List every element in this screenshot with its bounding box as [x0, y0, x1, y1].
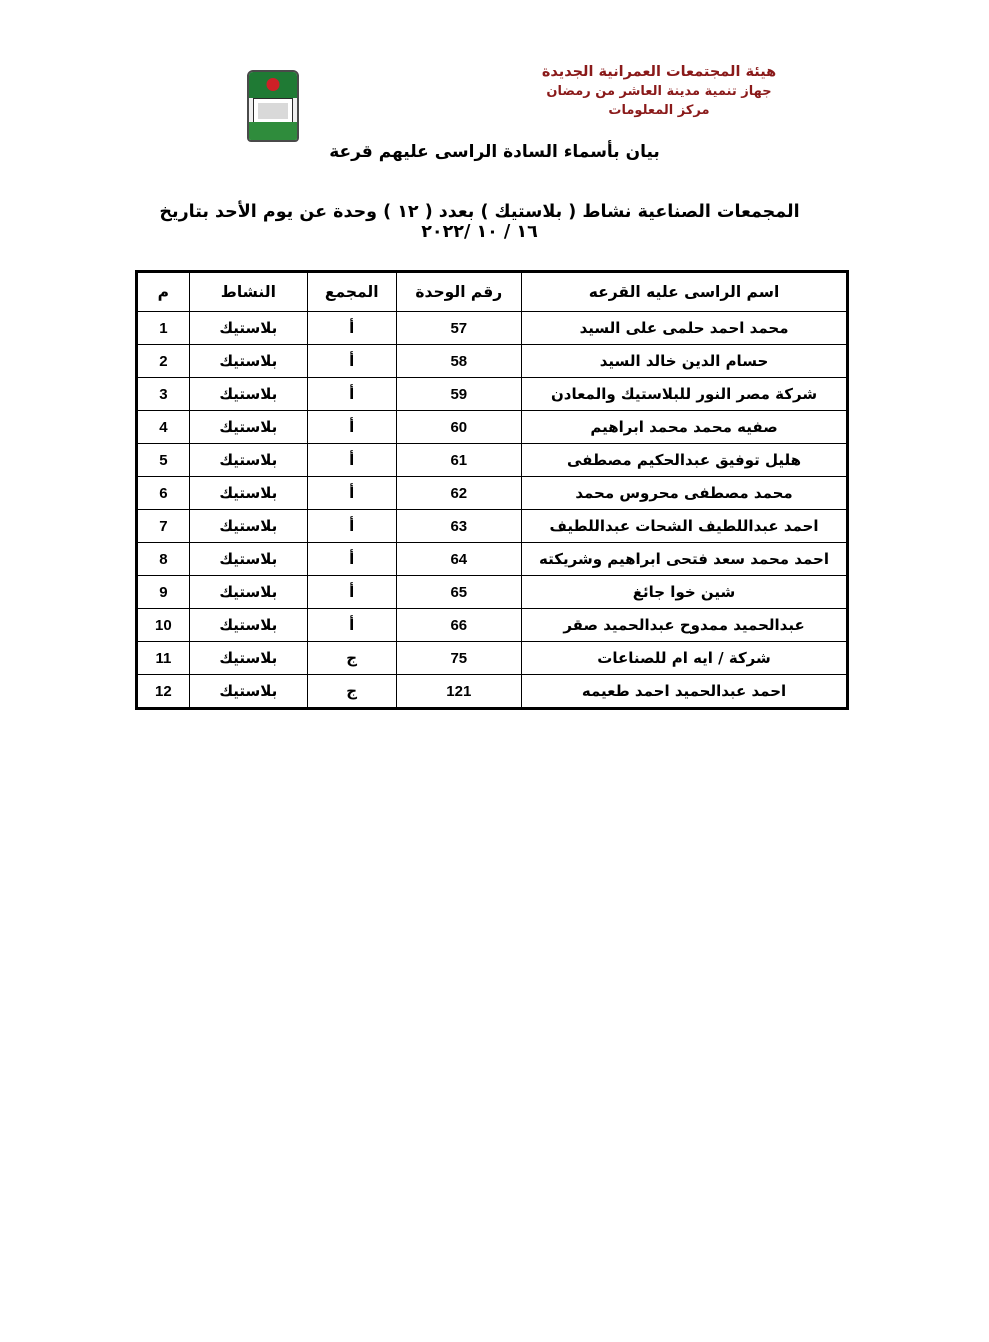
table-row: [138, 312, 847, 345]
cell-complex: أ: [307, 312, 396, 345]
page-title: المجمعات الصناعية نشاط ( بلاستيك ) بعدد ( ١٢ ) وحدة عن يوم الأحد بتاريخ ١٦ / ١٠ /٢٠٢٢: [159, 202, 800, 242]
cell-name: هليل توفيق عبدالحكيم مصطفى: [522, 444, 847, 477]
cell-complex: أ: [307, 378, 396, 411]
cell-name: عبدالحميد ممدوح عبدالحميد صقر: [522, 609, 847, 642]
cell-unit-number: 65: [396, 576, 522, 609]
cell-activity: بلاستيك: [189, 543, 307, 576]
cell-unit-number: 75: [396, 642, 522, 675]
column-header-activity: النشاط: [189, 273, 307, 312]
cell-unit-number: 63: [396, 510, 522, 543]
cell-activity: بلاستيك: [189, 312, 307, 345]
cell-complex: أ: [307, 345, 396, 378]
table-row: [138, 378, 847, 411]
cell-name: احمد عبدالحميد احمد طعيمه: [522, 675, 847, 708]
organization-line-1: هيئة المجتمعات العمرانية الجديدة: [541, 64, 777, 80]
cell-complex: أ: [307, 477, 396, 510]
cell-name: محمد احمد حلمى على السيد: [522, 312, 847, 345]
cell-name: محمد مصطفى محروس محمد: [522, 477, 847, 510]
organization-line-2: جهاز تنمية مدينة العاشر من رمضان: [546, 84, 772, 100]
cell-seq: 11: [138, 642, 190, 675]
table-row: [138, 609, 847, 642]
organization-heading: [509, 62, 809, 121]
cell-name: صفيه محمد محمد ابراهيم: [522, 411, 847, 444]
cell-activity: بلاستيك: [189, 675, 307, 708]
cell-activity: بلاستيك: [189, 642, 307, 675]
cell-seq: 7: [138, 510, 190, 543]
cell-seq: 12: [138, 675, 190, 708]
cell-name: شركة / ايه ام للصناعات: [522, 642, 847, 675]
cell-complex: أ: [307, 576, 396, 609]
cell-seq: 6: [138, 477, 190, 510]
column-header-seq: م: [138, 273, 190, 312]
cell-activity: بلاستيك: [189, 378, 307, 411]
column-header-unit-number: رقم الوحدة: [396, 273, 522, 312]
table-row: [138, 675, 847, 708]
cell-complex: أ: [307, 543, 396, 576]
cell-unit-number: 61: [396, 444, 522, 477]
cell-unit-number: 60: [396, 411, 522, 444]
cell-complex: أ: [307, 411, 396, 444]
table-row: [138, 510, 847, 543]
cell-activity: بلاستيك: [189, 444, 307, 477]
cell-seq: 1: [138, 312, 190, 345]
cell-seq: 3: [138, 378, 190, 411]
document-page: [0, 62, 989, 1342]
column-header-name: اسم الراسى عليه القرعه: [522, 273, 847, 312]
cell-seq: 9: [138, 576, 190, 609]
cell-unit-number: 58: [396, 345, 522, 378]
column-header-complex: المجمع: [307, 273, 396, 312]
cell-complex: أ: [307, 444, 396, 477]
cell-unit-number: 121: [396, 675, 522, 708]
cell-seq: 4: [138, 411, 190, 444]
cell-unit-number: 62: [396, 477, 522, 510]
table-row: [138, 444, 847, 477]
cell-complex: أ: [307, 510, 396, 543]
table-row: [138, 477, 847, 510]
cell-activity: بلاستيك: [189, 411, 307, 444]
cell-name: احمد محمد سعد فتحى ابراهيم وشريكته: [522, 543, 847, 576]
authority-logo-icon: [247, 70, 299, 142]
table-body: [138, 312, 847, 708]
cell-activity: بلاستيك: [189, 510, 307, 543]
document-subtitle: بيان بأسماء السادة الراسى عليهم قرعة: [329, 142, 660, 162]
table-row: [138, 411, 847, 444]
cell-name: احمد عبداللطيف الشحات عبداللطيف: [522, 510, 847, 543]
table-row: [138, 543, 847, 576]
cell-activity: بلاستيك: [189, 477, 307, 510]
table-container: [0, 270, 989, 710]
table-header-row: [138, 273, 847, 312]
cell-unit-number: 57: [396, 312, 522, 345]
cell-name: شين خوا جائغ: [522, 576, 847, 609]
table-row: [138, 642, 847, 675]
cell-activity: بلاستيك: [189, 609, 307, 642]
cell-unit-number: 64: [396, 543, 522, 576]
table-row: [138, 576, 847, 609]
cell-name: شركة مصر النور للبلاستيك والمعادن: [522, 378, 847, 411]
lottery-results-table: [137, 272, 847, 708]
cell-unit-number: 66: [396, 609, 522, 642]
cell-activity: بلاستيك: [189, 576, 307, 609]
cell-name: حسام الدين خالد السيد: [522, 345, 847, 378]
cell-seq: 5: [138, 444, 190, 477]
document-header: [0, 62, 989, 172]
cell-seq: 10: [138, 609, 190, 642]
cell-seq: 2: [138, 345, 190, 378]
cell-unit-number: 59: [396, 378, 522, 411]
cell-activity: بلاستيك: [189, 345, 307, 378]
organization-line-3: مركز المعلومات: [608, 102, 710, 118]
table-row: [138, 345, 847, 378]
cell-complex: أ: [307, 609, 396, 642]
cell-complex: ج: [307, 642, 396, 675]
cell-seq: 8: [138, 543, 190, 576]
cell-complex: ج: [307, 675, 396, 708]
